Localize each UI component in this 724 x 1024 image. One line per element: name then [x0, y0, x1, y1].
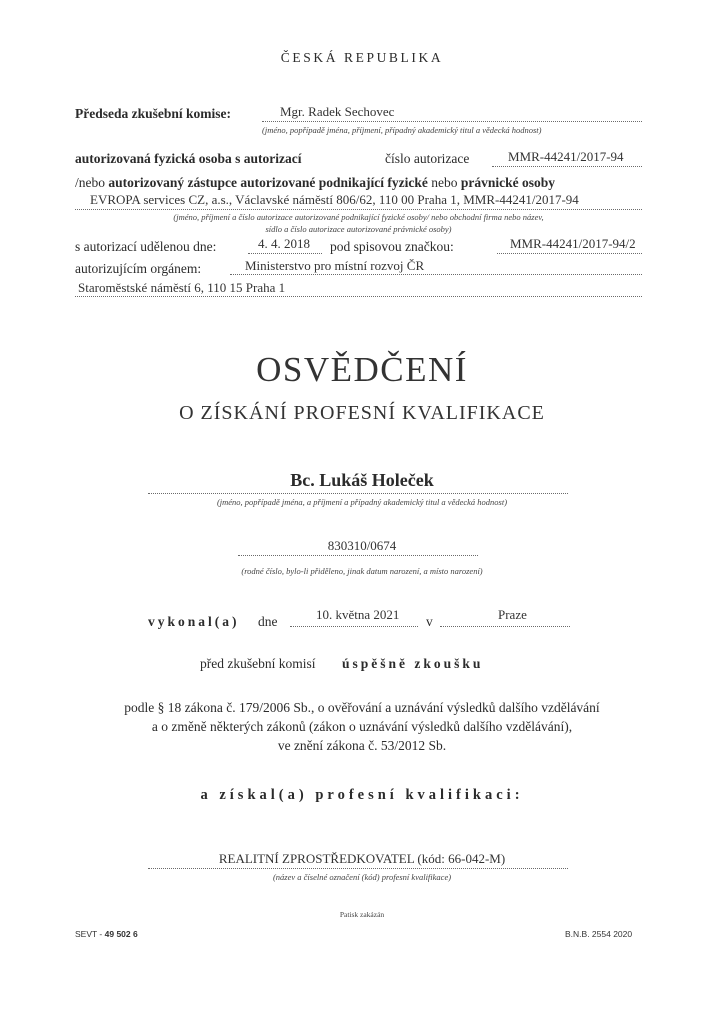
performed-label: vykonal(a)	[148, 614, 240, 629]
law-line-3: ve znění zákona č. 53/2012 Sb.	[277, 738, 447, 753]
holder-id-note: (rodné číslo, bylo-li přiděleno, jinak datum narození, a místo narození)	[241, 566, 483, 576]
document-subtitle: O ZÍSKÁNÍ PROFESNÍ KVALIFIKACE	[179, 402, 545, 424]
authority-address-dotted-line	[75, 296, 642, 297]
holder-name-note: (jméno, popřípadě jména, a příjmení a případný akademický titul a vědecká hodnost)	[216, 497, 508, 507]
law-line-2: a o změně některých zákonů (zákon o uznávání výsledků dalšího vzdělávání),	[151, 719, 573, 734]
chair-dotted-line	[262, 121, 642, 122]
granted-label: s autorizací udělenou dne:	[75, 239, 217, 254]
entity-note-2: sídlo a číslo autorizace autorizované právnické osoby)	[265, 224, 452, 234]
date-value: 10. května 2021	[316, 607, 400, 622]
authority-address: Staroměstské náměstí 6, 110 15 Praha 1	[78, 280, 286, 295]
holder-name: Bc. Lukáš Holeček	[290, 470, 434, 490]
holder-name-dotted-line	[148, 493, 568, 494]
place-value: Praze	[498, 607, 527, 622]
granted-dotted-line	[248, 253, 322, 254]
result-text: úspěšně zkoušku	[342, 656, 484, 671]
chair-label: Předseda zkušební komise:	[75, 106, 232, 121]
holder-id: 830310/0674	[327, 538, 397, 553]
authorized-person-label: autorizovaná fyzická osoba s autorizací	[75, 151, 302, 166]
qualification-dotted-line	[148, 868, 568, 869]
authority-value: Ministerstvo pro místní rozvoj ČR	[245, 258, 425, 273]
authorization-number-dotted-line	[492, 166, 642, 167]
date-label: dne	[258, 614, 278, 629]
alternative-bold-2: právnické osoby	[460, 175, 555, 190]
qualification-note: (název a číselné označení (kód) profesní kvalifikace)	[272, 872, 452, 882]
law-line-1: podle § 18 zákona č. 179/2006 Sb., o ověřování a uznávání výsledků dalšího vzdělávání	[124, 700, 600, 715]
qualification-value: REALITNÍ ZPROSTŘEDKOVATEL (kód: 66-042-M)	[218, 851, 506, 866]
country-header: ČESKÁ REPUBLIKA	[280, 50, 444, 65]
granted-value: 4. 4. 2018	[258, 236, 310, 251]
committee-text: před zkušební komisí	[200, 656, 316, 671]
place-label: v	[426, 614, 433, 629]
holder-id-dotted-line	[238, 555, 478, 556]
form-code-right: B.N.B. 2554 2020	[565, 929, 633, 939]
file-number-value: MMR-44241/2017-94/2	[510, 236, 636, 251]
date-dotted-line	[290, 626, 418, 627]
chair-value: Mgr. Radek Sechovec	[280, 104, 395, 119]
acquired-heading: a získal(a) profesní kvalifikaci:	[200, 787, 524, 803]
entity-value: EVROPA services CZ, a.s., Václavské náměstí 806/62, 110 00 Praha 1, MMR-44241/2017-94	[90, 192, 579, 207]
alternative-mid: nebo	[431, 175, 458, 190]
document-title: OSVĚDČENÍ	[256, 350, 468, 389]
authorization-number-label: číslo autorizace	[385, 151, 470, 166]
alternative-prefix: /nebo	[75, 175, 105, 190]
form-code-left	[75, 929, 138, 939]
alternative-bold-1: autorizovaný zástupce autorizované podnikající fyzické	[108, 175, 428, 190]
form-code-number: 49 502 6	[104, 929, 138, 939]
authority-label: autorizujícím orgánem:	[75, 261, 202, 276]
alternative-line	[75, 175, 555, 191]
chair-note: (jméno, popřípadě jména, příjmení, případný akademický titul a vědecká hodnost)	[262, 125, 542, 135]
authority-dotted-line	[230, 274, 642, 275]
form-code-prefix: SEVT -	[75, 929, 103, 939]
entity-dotted-line	[75, 209, 642, 210]
reprint-notice: Patisk zakázán	[339, 910, 385, 919]
authorization-number-value: MMR-44241/2017-94	[508, 149, 624, 164]
entity-note-1: (jméno, příjmení a číslo autorizace autorizované podnikající fyzické osoby/ nebo obchodní firma nebo název,	[173, 212, 544, 222]
place-dotted-line	[440, 626, 570, 627]
file-number-label: pod spisovou značkou:	[330, 239, 454, 254]
file-number-dotted-line	[497, 253, 642, 254]
